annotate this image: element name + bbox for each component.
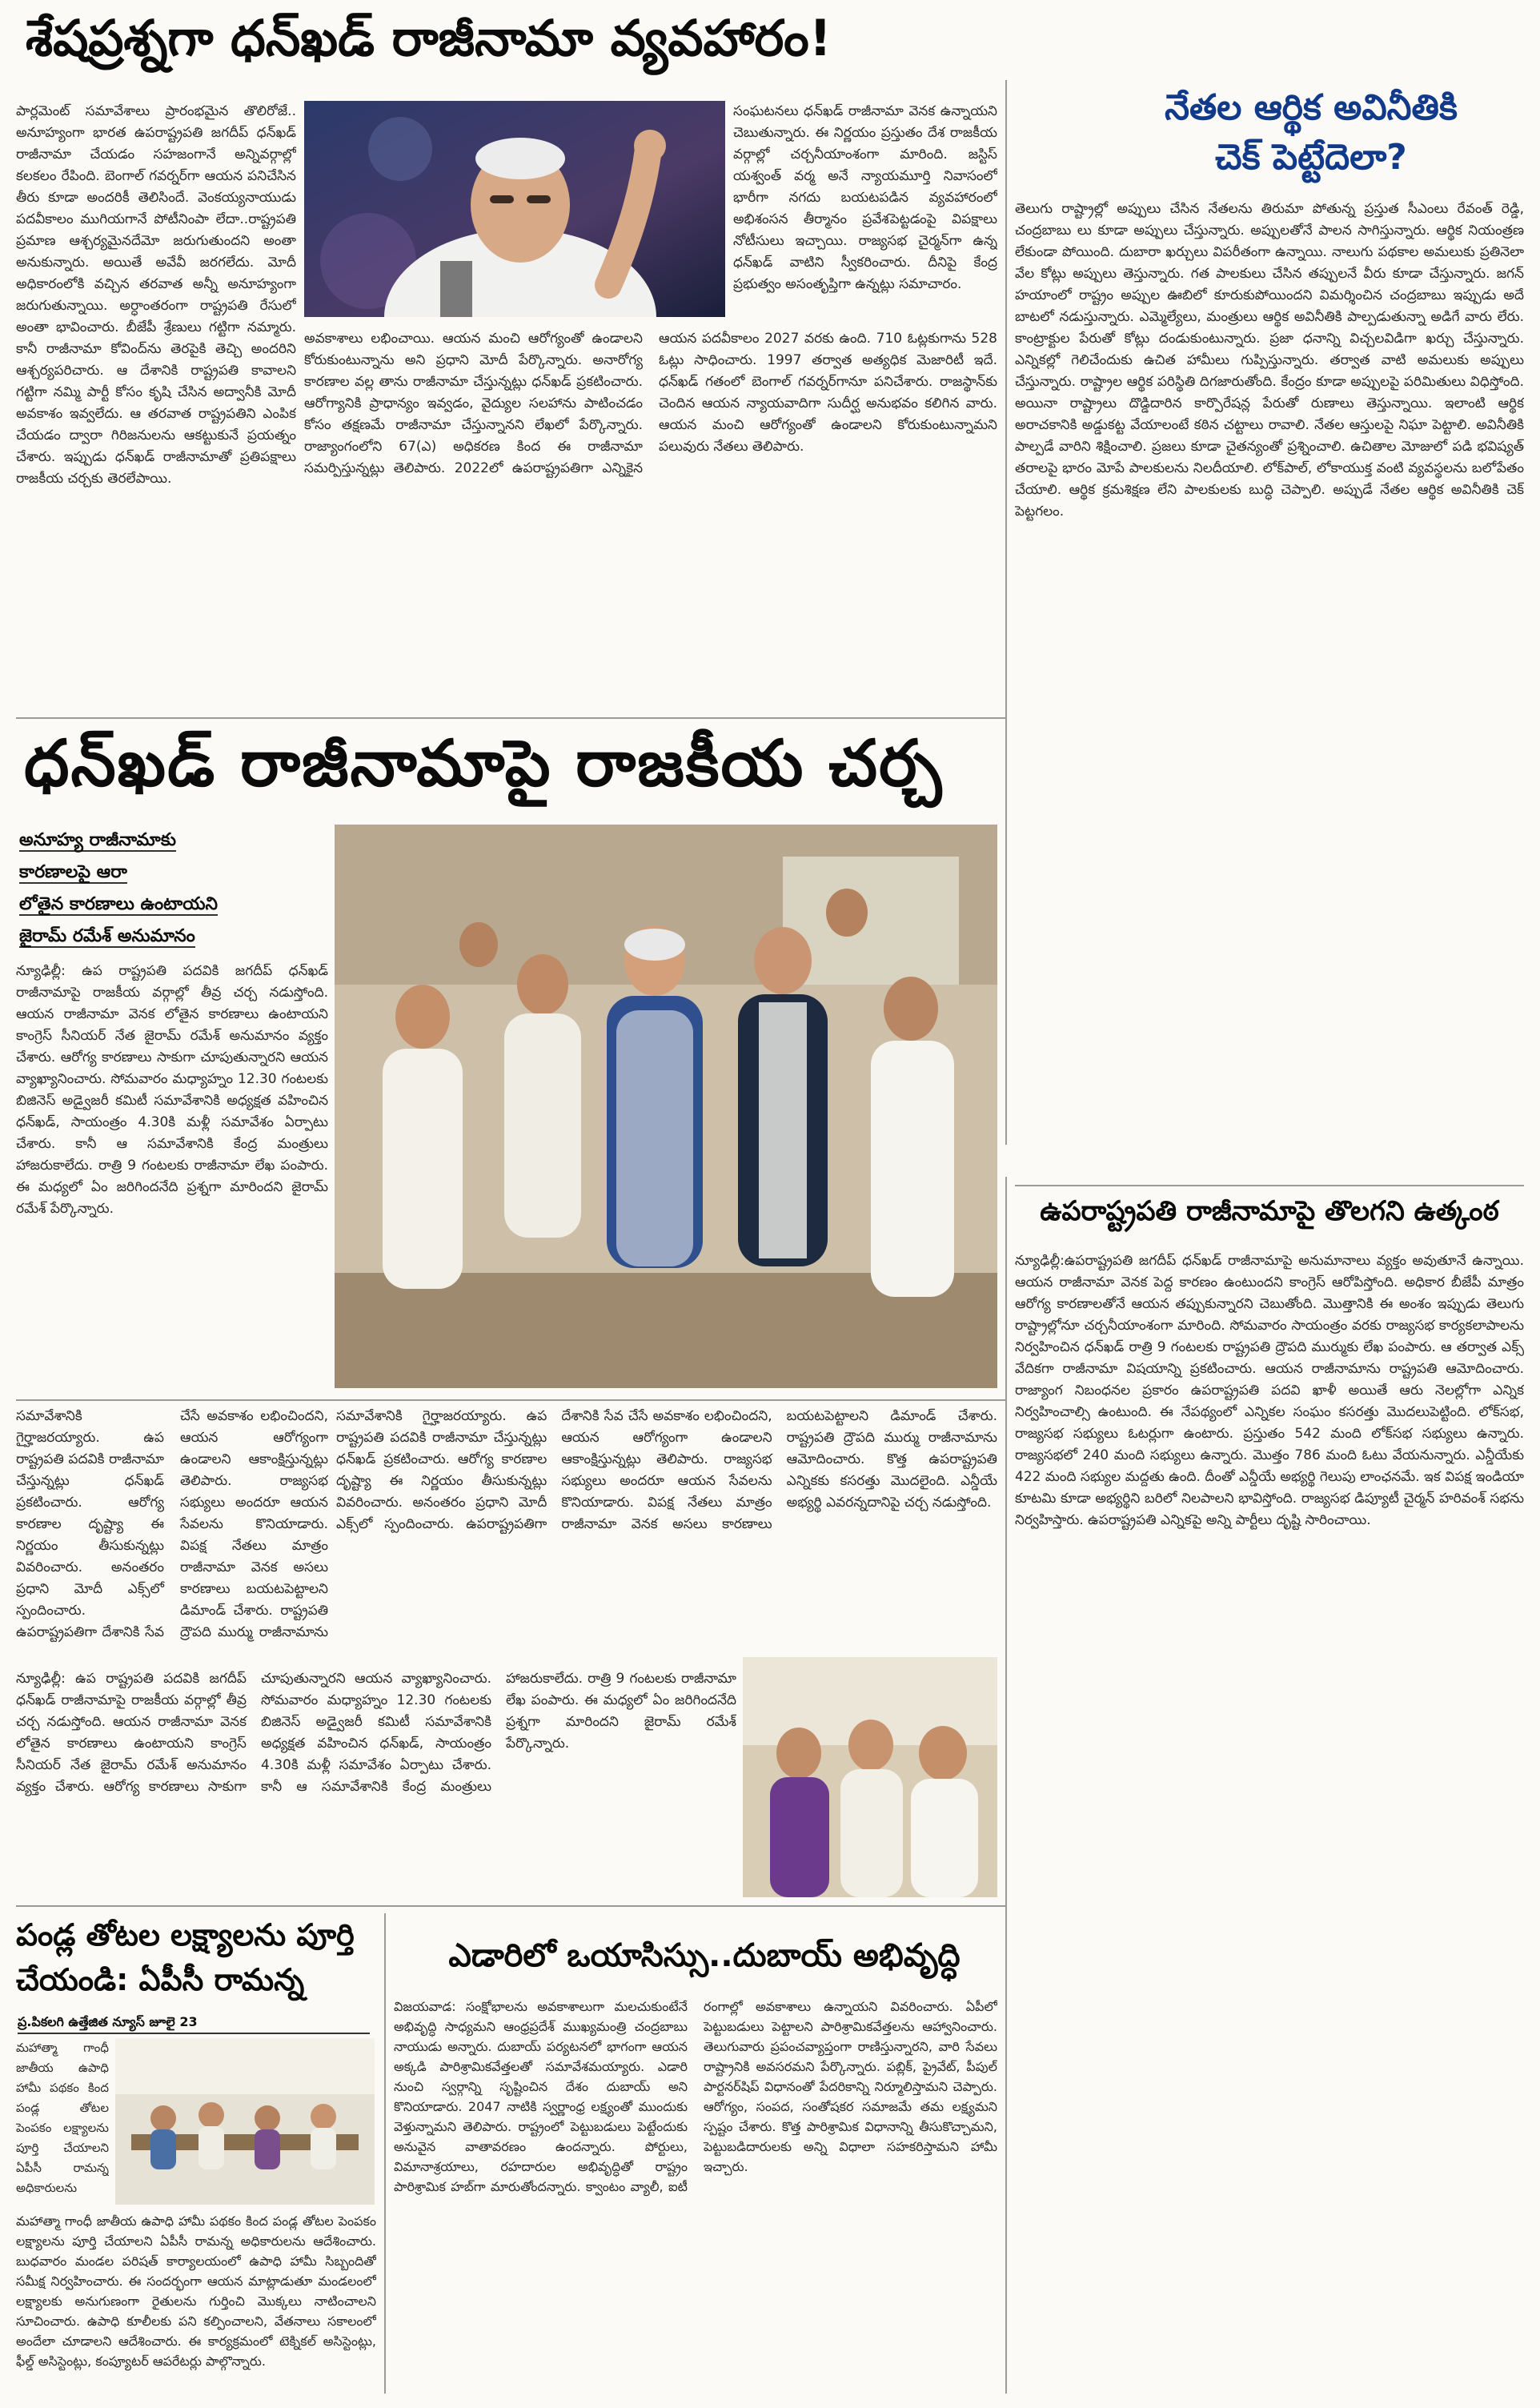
subhead-line-1: అనూహ్య రాజీనామాకు: [19, 830, 176, 850]
right-top-headline-line1: నేతల ఆర్థిక అవినీతికి: [1165, 88, 1458, 128]
second-headline: ధన్‌ఖడ్ రాజీనామాపై రాజకీయ చర్చ: [24, 727, 944, 801]
bottom-left-headline-line2: చేయండి: ఏపీసీ రామన్న: [16, 1963, 305, 1997]
article-10-intro: మహాత్మా గాంధీ జాతీయ ఉపాధి హామీ పథకం కింద పండ్ల తోటల పెంపకం లక్ష్యాలను పూర్తి చేయాలని ఏపీసీ రామన్న అధికారులను: [16, 2041, 109, 2195]
article-6-continued-text: సమావేశానికి గైర్హాజరయ్యారు. ఉప రాష్ట్రపతి పదవికి రాజీనామా చేస్తున్నట్లు ధన్‌ఖడ్ ప్రకటించారు. ఆరోగ్య కారణాల దృష్ట్యా ఈ నిర్ణయం తీసుకున్నట్లు వివరించారు. అనంతరం ప్రధాని మోదీ ఎక్స్‌లో స్పందించారు. ఉపరాష్ట్రపతిగా దేశానికి సేవ చేసే అవకాశం లభించిందని, ఆయన ఆరోగ్యంగా ఉండాలని ఆకాంక్షిస్తున్నట్లు తెలిపారు. రాజ్యసభ సభ్యులు అందరూ ఆయన సేవలను కొనియాడారు. విపక్ష నేతలు మాత్రం రాజీనామా వెనక అసలు కారణాలు బయటపెట్టాలని డిమాండ్ చేశారు. రాష్ట్రపతి ద్రౌపది ముర్ము రాజీనామాను: [16, 1408, 328, 1640]
subhead-line-3: లోతైన కారణాలు ఉంటాయని: [19, 894, 218, 914]
subhead-block: [19, 825, 339, 953]
section-divider: [16, 717, 1005, 719]
article-11-text: విజయవాడ: సంక్షోభాలను అవకాశాలుగా మలచుకుంటేనే అభివృద్ధి సాధ్యమని ఆంధ్రప్రదేశ్ ముఖ్యమంత్రి చంద్రబాబు నాయుడు అన్నారు. దుబాయ్ పర్యటనలో భాగంగా ఆయన అక్కడి పారిశ్రామికవేత్తలతో సమావేశమయ్యారు. ఎడారి నుంచి స్వర్గాన్ని సృష్టించిన దేశం దుబాయ్ అని కొనియాడారు. 2047 నాటికి స్వర్ణాంధ్ర లక్ష్యంతో ముందుకు వెళ్తున్నామని తెలిపారు. రాష్ట్రంలో పెట్టుబడులు పెట్టేందుకు అనువైన వాతావరణం ఉందన్నారు. పోర్టులు, విమానాశ్రయాలు, రహదారుల అభివృద్ధితో రాష్ట్రం పారిశ్రామిక హబ్‌గా మారుతోందన్నారు. క్వాంటం వ్యాలీ, ఐటీ రంగాల్లో అవకాశాలు ఉన్నాయని వివరించారు. ఏపీలో పెట్టుబడులు పెట్టాలని పారిశ్రామికవేత్తలను ఆహ్వానించారు. తెలుగువారు ప్రపంచవ్యాప్తంగా రాణిస్తున్నారని, వారి సేవలు రాష్ట్రానికి అవసరమని పేర్కొన్నారు. పబ్లిక్, ప్రైవేట్, పీపుల్ పార్టనర్‌షిప్ విధానంతో పేదరికాన్ని నిర్మూలిస్తామని చెప్పారు. ఆరోగ్యం, సంపద, సంతోషకర సమాజమే తమ లక్ష్యమని స్పష్టం చేశారు. కొత్త పారిశ్రామిక విధానాన్ని తీసుకొచ్చామని, పెట్టుబడిదారులకు అన్ని విధాలా సహకరిస్తామని హామీ ఇచ్చారు.: [394, 1999, 997, 2194]
review-meeting-photo: [115, 2038, 375, 2205]
right-divider: [1015, 1185, 1524, 1186]
leaders-group-photo: [335, 825, 997, 1388]
main-headline: శేషప్రశ్నగా ధన్‌ఖడ్ రాజీనామా వ్యవహారం!: [26, 10, 832, 67]
section-divider-2: [16, 1399, 1005, 1401]
article-3-text: అవకాశాలు లభించాయి. ఆయన మంచి ఆరోగ్యంతో ఉండాలని కోరుకుంటున్నాను అని ప్రధాని మోదీ పేర్కొన్నారు. అనారోగ్య కారణాల వల్ల తాను రాజీనామా చేస్తున్నట్లు ధన్‌ఖడ్ ప్రకటించారు. ఆరోగ్యానికి ప్రాధాన్యం ఇవ్వడం, వైద్యుల సలహాను పాటించడం కోసం తక్షణమే రాజీనామా చేస్తున్నానని లేఖలో పేర్కొన్నారు. రాజ్యాంగంలోని 67(ఎ) అధికరణ కింద ఈ రాజీనామా సమర్పిస్తున్నట్లు తెలిపారు. 2022లో ఉపరాష్ట్రపతిగా ఎన్నికైన ఆయన పదవీకాలం 2027 వరకు ఉంది. 710 ఓట్లకుగాను 528 ఓట్లు సాధించారు. 1997 తర్వాత అత్యధిక మెజారిటీ ఇదే. ధన్‌ఖడ్ గతంలో బెంగాల్ గవర్నర్‌గానూ పనిచేశారు. రాజస్థాన్‌కు చెందిన ఆయన న్యాయవాదిగా సుదీర్ఘ అనుభవం కలిగిన వారు. ఆయన మంచి ఆరోగ్యంతో ఉండాలని కోరుకుంటున్నామని పలువురు నేతలు తెలిపారు.: [304, 331, 997, 476]
article-7-continued-text: న్యూఢిల్లీ: ఉప రాష్ట్రపతి పదవికి జగదీప్ ధన్‌ఖడ్ రాజీనామాపై రాజకీయ వర్గాల్లో తీవ్ర చర్చ నడుస్తోంది. ఆయన రాజీనామా వెనక లోతైన కారణాలు ఉంటాయని కాంగ్రెస్ సీనియర్ నేత జైరామ్ రమేశ్ అనుమానం వ్యక్తం చేశారు. ఆరోగ్య కారణాలు సాకుగా చూపుతున్నారని ఆయన వ్యాఖ్యానించారు. సోమవారం మధ్యాహ్నం 12.30 గంటలకు బిజినెస్ అడ్వైజరీ కమిటీ సమావేశానికి అధ్యక్షత వహించిన ధన్‌ఖడ్, సాయంత్రం 4.30కి మళ్లీ సమావేశం ఏర్పాటు చేశారు. కానీ ఆ సమావేశానికి కేంద్ర మంత్రులు హాజరుకాలేదు. రాత్రి 9 గంటలకు రాజీనామా లేఖ పంపారు. ఈ మధ్యలో ఏం జరిగిందనేది ప్రశ్నగా మారిందని జైరామ్ రమేశ్ పేర్కొన్నారు.: [16, 1671, 736, 1795]
section-divider-3: [16, 1905, 1005, 1907]
column-divider-2: [1005, 1177, 1007, 2394]
speaker-photo: [304, 101, 725, 317]
bottom-center-headline: ఎడారిలో ఒయాసిస్సు..దుబాయ్ అభివృద్ధి: [448, 1937, 960, 1974]
article-10-text: మహాత్మా గాంధీ జాతీయ ఉపాధి హామీ పథకం కింద పండ్ల తోటల పెంపకం లక్ష్యాలను పూర్తి చేయాలని ఏపీసీ రామన్న అధికారులను ఆదేశించారు. బుధవారం మండల పరిషత్ కార్యాలయంలో ఉపాధి హామీ సిబ్బందితో సమీక్ష నిర్వహించారు. ఈ సందర్భంగా ఆయన మాట్లాడుతూ మండలంలో లక్ష్యాలకు అనుగుణంగా రైతులను గుర్తించి మొక్కలు నాటించాలని సూచించారు. ఉపాధి కూలీలకు పని కల్పించాలని, వేతనాలు సకాలంలో అందేలా చూడాలని ఆదేశించారు. ఈ కార్యక్రమంలో టెక్నికల్ అసిస్టెంట్లు, ఫీల్డ్ అసిస్టెంట్లు, కంప్యూటర్ ఆపరేటర్లు పాల్గొన్నారు.: [16, 2213, 376, 2369]
article-6-text: న్యూఢిల్లీ: ఉప రాష్ట్రపతి పదవికి జగదీప్ ధన్‌ఖడ్ రాజీనామాపై రాజకీయ వర్గాల్లో తీవ్ర చర్చ నడుస్తోంది. ఆయన రాజీనామా వెనక లోతైన కారణాలు ఉంటాయని కాంగ్రెస్ సీనియర్ నేత జైరామ్ రమేశ్ అనుమానం వ్యక్తం చేశారు. ఆరోగ్య కారణాలు సాకుగా చూపుతున్నారని ఆయన వ్యాఖ్యానించారు. సోమవారం మధ్యాహ్నం 12.30 గంటలకు బిజినెస్ అడ్వైజరీ కమిటీ సమావేశానికి అధ్యక్షత వహించిన ధన్‌ఖడ్, సాయంత్రం 4.30కి మళ్లీ సమావేశం ఏర్పాటు చేశారు. కానీ ఆ సమావేశానికి కేంద్ర మంత్రులు హాజరుకాలేదు. రాత్రి 9 గంటలకు రాజీనామా లేఖ పంపారు. ఈ మధ్యలో ఏం జరిగిందనేది ప్రశ్నగా మారిందని జైరామ్ రమేశ్ పేర్కొన్నారు.: [16, 963, 328, 1217]
dateline: ప్ర.పికలగి ఉత్తేజిత న్యూస్ జూలై 23: [18, 2014, 370, 2034]
bottom-left-headline-line1: పండ్ల తోటల లక్ష్యాలను పూర్తి: [16, 1918, 355, 1952]
column-divider: [1005, 80, 1007, 1145]
subhead-line-2: కారణాలపై ఆరా: [19, 862, 127, 882]
right-mid-headline: ఉపరాష్ట్రపతి రాజీనామాపై తొలగని ఉత్కంఠ: [1040, 1196, 1499, 1227]
right-top-headline-line2: చెక్ పెట్టేదెలా?: [1215, 138, 1407, 178]
article-2-text: సంఘటనలు ధన్‌ఖడ్ రాజీనామా వెనక ఉన్నాయని చెబుతున్నారు. ఈ నిర్ణయం ప్రస్తుతం దేశ రాజకీయ వర్గాల్లో చర్చనీయాంశంగా మారింది. జస్టిస్ యశ్వంత్ వర్మ అనే న్యాయమూర్తి నివాసంలో భారీగా నగదు బయటపడిన వ్యవహారంలో అభిశంసన తీర్మానం ప్రవేశపెట్టడంపై విపక్షాలు నోటీసులు ఇచ్చాయి. రాజ్యసభ చైర్మన్‌గా ఉన్న ధన్‌ఖడ్ వాటిని స్వీకరించారు. దీనిపై కేంద్ర ప్రభుత్వం అసంతృప్తిగా ఉన్నట్లు సమాచారం.: [733, 103, 997, 292]
bottom-divider: [384, 1913, 386, 2394]
article-9-text: న్యూఢిల్లీ:ఉపరాష్ట్రపతి జగదీప్ ధన్‌ఖడ్ రాజీనామాపై అనుమానాలు వ్యక్తం అవుతూనే ఉన్నాయి. ఆయన రాజీనామా వెనక పెద్ద కారణం ఉంటుందని కాంగ్రెస్ ఆరోపిస్తోంది. అధికార బీజేపీ మాత్రం ఆరోగ్య కారణాలతోనే ఆయన తప్పుకున్నారని చెబుతోంది. మొత్తానికి ఈ అంశం ఇప్పుడు తెలుగు రాష్ట్రాల్లోనూ చర్చనీయాంశంగా మారింది. సోమవారం సాయంత్రం వరకు రాజ్యసభ కార్యకలాపాలను నిర్వహించిన ధన్‌ఖడ్ రాత్రి 9 గంటలకు రాష్ట్రపతి ద్రౌపది ముర్ముకు లేఖ పంపారు. ఆ తర్వాత ఎక్స్ వేదికగా రాజీనామా విషయాన్ని ప్రకటించారు. ఆయన రాజీనామాను రాష్ట్రపతి ఆమోదించారు. రాజ్యాంగ నిబంధనల ప్రకారం ఉపరాష్ట్రపతి పదవి ఖాళీ అయితే ఆరు నెలల్లోగా ఎన్నిక నిర్వహించాల్సి ఉంటుంది. ఈ నేపథ్యంలో ఎన్నికల సంఘం కసరత్తు మొదలుపెట్టింది. లోక్‌సభ, రాజ్యసభ సభ్యులు ఓటర్లుగా ఉంటారు. ప్రస్తుతం 542 మంది లోక్‌సభ సభ్యులు ఉన్నారు. రాజ్యసభలో 240 మంది సభ్యులు ఉన్నారు. మొత్తం 786 మంది ఓటు వేయనున్నారు. ఎన్డీయేకు 422 మంది సభ్యుల మద్దతు ఉంది. దీంతో ఎన్డీయే అభ్యర్థి గెలుపు లాంఛనమే. ఇక విపక్ష ఇండియా కూటమి కూడా అభ్యర్థిని బరిలో నిలపాలని భావిస్తోంది. రాజ్యసభ డిప్యూటీ చైర్మన్ హరివంశ్ సభను నిర్వహిస్తారు. ఉపరాష్ట్రపతి ఎన్నికపై అన్ని పార్టీలు దృష్టి సారించాయి.: [1015, 1253, 1524, 1528]
meeting-photo: [743, 1657, 997, 1897]
article-7-text: సమావేశానికి గైర్హాజరయ్యారు. ఉప రాష్ట్రపతి పదవికి రాజీనామా చేస్తున్నట్లు ధన్‌ఖడ్ ప్రకటించారు. ఆరోగ్య కారణాల దృష్ట్యా ఈ నిర్ణయం తీసుకున్నట్లు వివరించారు. అనంతరం ప్రధాని మోదీ ఎక్స్‌లో స్పందించారు. ఉపరాష్ట్రపతిగా దేశానికి సేవ చేసే అవకాశం లభించిందని, ఆయన ఆరోగ్యంగా ఉండాలని ఆకాంక్షిస్తున్నట్లు తెలిపారు. రాజ్యసభ సభ్యులు అందరూ ఆయన సేవలను కొనియాడారు. విపక్ష నేతలు మాత్రం రాజీనామా వెనక అసలు కారణాలు బయటపెట్టాలని డిమాండ్ చేశారు. రాష్ట్రపతి ద్రౌపది ముర్ము రాజీనామాను ఆమోదించారు. కొత్త ఉపరాష్ట్రపతి ఎన్నికకు కసరత్తు మొదలైంది. ఎన్డీయే అభ్యర్థి ఎవరన్నదానిపై చర్చ నడుస్తోంది.: [336, 1408, 997, 1532]
article-1-text: పార్లమెంట్ సమావేశాలు ప్రారంభమైన తొలిరోజే.. అనూహ్యంగా భారత ఉపరాష్ట్రపతి జగదీప్ ధన్‌ఖడ్ రాజీనామా చేయడం సహజంగానే అన్నివర్గాల్లో కలకలం రేపింది. బెంగాల్ గవర్నర్‌గా ఆయన పనిచేసిన తీరు కూడా అందరికీ తెలిసిందే. వెంకయ్యనాయుడు పదవీకాలం ముగియగానే పోటీనింపా లేదా..రాష్ట్రపతి ప్రమాణ ఆశ్చర్యమైనదేమో జరుగుతుందని అంతా అనుకున్నారు. అయితే అవేవీ జరగలేదు. మోదీ అధికారంలోకి వచ్చిన తరవాత అన్నీ అనూహ్యంగా జరుగుతున్నాయి. అర్ధాంతరంగా రాష్ట్రపతి రేసులో అంతా భావించారు. బీజేపీ శ్రేణులు గట్టిగా నమ్మారు. కానీ రాజీనామా కోవింద్‌ను తెరపైకి తెచ్చి అందరిని ఆశ్చర్యపరిచారు. ఆ దేశానికి రాష్ట్రపతి కావాలని గట్టిగా నమ్మి పార్టీ కోసం కృషి చేసిన అద్వానీకి మోదీ అవకాశం ఇవ్వలేదు. ఆ తరవాత రాష్ట్రపతిని ఎంపిక చేయడం ద్వారా గిరిజనులను ఆకట్టుకునే ప్రయత్నం చేశారు. ఇప్పుడు ధన్‌ఖడ్ రాజీనామాతో ప్రతిపక్షాలు రాజకీయ చర్చకు తెరలేపాయి.: [16, 103, 296, 487]
article-5-text: తెలుగు రాష్ట్రాల్లో అప్పులు చేసిన నేతలను తిరుమా పోతున్న ప్రస్తుత సీఎంలు రేవంత్ రెడ్డి, చంద్రబాబు లు కూడా అప్పులు చేస్తున్నారు. అప్పులతోనే పాలన సాగిస్తున్నారు. ఆర్థిక నియంత్రణ లేకుండా పోయింది. దుబారా ఖర్చులు విపరీతంగా ఉన్నాయి. నాలుగు పథకాల అమలుకు ప్రతినెలా వేల కోట్లు అప్పులు తెస్తున్నారు. గత పాలకులు చేసిన తప్పులనే వీరు కూడా చేస్తున్నారు. జగన్ హయాంలో రాష్ట్రం అప్పుల ఊబిలో కూరుకుపోయిందని విమర్శించిన చంద్రబాబు ఇప్పుడు అదే బాటలో నడుస్తున్నారు. ఎమ్మెల్యేలు, మంత్రులు ఆర్థిక అవినీతికి పాల్పడుతున్నా అడిగే వారు లేరు. కాంట్రాక్టుల పేరుతో కోట్లు దండుకుంటున్నారు. ప్రజా ధనాన్ని విచ్చలవిడిగా ఖర్చు చేస్తున్నారు. ఎన్నికల్లో గెలిచేందుకు ఉచిత హామీలు గుప్పిస్తున్నారు. తర్వాత వాటి అమలుకు అప్పులు చేస్తున్నారు. రాష్ట్రాల ఆర్థిక పరిస్థితి దిగజారుతోంది. కేంద్రం కూడా అప్పులపై పరిమితులు విధిస్తోంది. అయినా రాష్ట్రాలు దొడ్డిదారిన కార్పొరేషన్ల పేరుతో రుణాలు తెస్తున్నాయి. ఇలాంటి ఆర్థిక అరాచకానికి అడ్డుకట్ట వేయాలంటే కఠిన చట్టాలు రావాలి. నేతల ఆస్తులపై నిఘా పెట్టాలి. అవినీతికి పాల్పడే వారిని శిక్షించాలి. ప్రజలు కూడా చైతన్యంతో ప్రశ్నించాలి. ఉచితాల మోజులో పడి భవిష్యత్ తరాలపై భారం మోపే పాలకులను నిలదీయాలి. లోక్‌పాల్, లోకాయుక్త వంటి వ్యవస్థలను బలోపేతం చేయాలి. ఆర్థిక క్రమశిక్షణ లేని పాలకులకు బుద్ధి చెప్పాలి. అప్పుడే నేతల ఆర్థిక అవినీతికి చెక్ పెట్టగలం.: [1015, 201, 1524, 520]
subhead-line-4: జైరామ్ రమేశ్ అనుమానం: [19, 926, 195, 946]
